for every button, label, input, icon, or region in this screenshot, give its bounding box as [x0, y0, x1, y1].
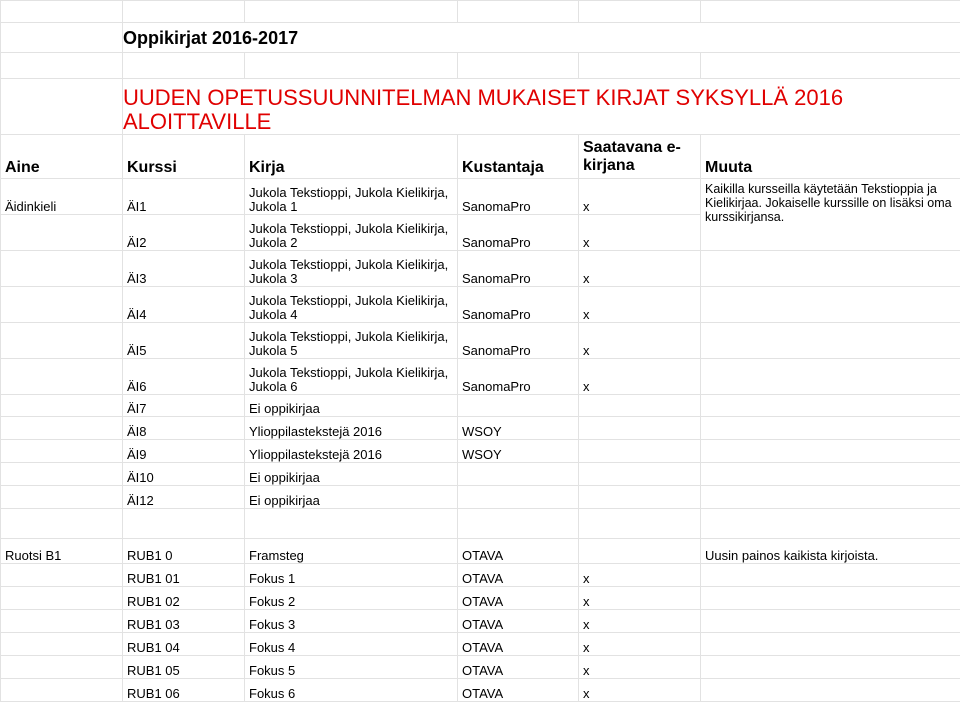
notes-cell — [701, 679, 960, 702]
header-saatavana: Saatavana e-kirjana — [579, 135, 701, 179]
publisher-cell: WSOY — [458, 440, 579, 463]
publisher-cell: SanomaPro — [458, 251, 579, 287]
table-row — [1, 564, 960, 587]
publisher-cell — [458, 463, 579, 486]
ebook-cell: x — [579, 679, 701, 702]
subject-cell — [1, 323, 123, 359]
book-cell: Fokus 1 — [245, 564, 458, 587]
subject-cell — [1, 359, 123, 395]
course-cell: RUB1 0 — [123, 539, 245, 564]
book-cell: Jukola Tekstioppi, Jukola Kielikirja, Jukola 6 — [245, 359, 458, 395]
publisher-cell: OTAVA — [458, 656, 579, 679]
table-row — [1, 395, 960, 417]
table-row — [1, 610, 960, 633]
ebook-cell — [579, 440, 701, 463]
notes-cell — [701, 610, 960, 633]
course-cell: RUB1 04 — [123, 633, 245, 656]
table-row — [1, 440, 960, 463]
course-cell: ÄI4 — [123, 287, 245, 323]
subject-cell — [1, 656, 123, 679]
subject-cell — [1, 440, 123, 463]
book-cell: Jukola Tekstioppi, Jukola Kielikirja, Jukola 5 — [245, 323, 458, 359]
subject-cell — [1, 486, 123, 509]
ebook-cell: x — [579, 656, 701, 679]
notes-cell — [701, 656, 960, 679]
notes-cell — [701, 564, 960, 587]
table-row — [1, 417, 960, 440]
ebook-cell: x — [579, 323, 701, 359]
notes-cell — [701, 417, 960, 440]
notes-cell — [701, 440, 960, 463]
subject-cell — [1, 463, 123, 486]
book-cell: Ylioppilastekstejä 2016 — [245, 440, 458, 463]
table-row — [1, 179, 960, 215]
book-cell: Fokus 5 — [245, 656, 458, 679]
notes-cell: Kaikilla kursseilla käytetään Tekstioppia ja Kielikirjaa. Jokaiselle kurssille on lisäksi oma kurssikirjansa. — [701, 179, 960, 251]
book-cell: Ei oppikirjaa — [245, 463, 458, 486]
course-cell: ÄI6 — [123, 359, 245, 395]
subject-cell — [1, 679, 123, 702]
subject-cell — [1, 564, 123, 587]
book-cell: Fokus 4 — [245, 633, 458, 656]
ebook-cell: x — [579, 359, 701, 395]
publisher-cell: OTAVA — [458, 633, 579, 656]
notes-cell — [701, 633, 960, 656]
notes-cell — [701, 251, 960, 287]
ebook-cell — [579, 395, 701, 417]
notes-cell — [701, 463, 960, 486]
notes-cell: Uusin painos kaikista kirjoista. — [701, 539, 960, 564]
publisher-cell — [458, 395, 579, 417]
table-row — [1, 486, 960, 509]
publisher-cell: OTAVA — [458, 587, 579, 610]
course-cell: ÄI12 — [123, 486, 245, 509]
notes-cell — [701, 359, 960, 395]
course-cell: ÄI8 — [123, 417, 245, 440]
ebook-cell: x — [579, 610, 701, 633]
header-aine: Aine — [1, 135, 123, 179]
publisher-cell: SanomaPro — [458, 215, 579, 251]
course-cell: ÄI9 — [123, 440, 245, 463]
book-cell: Fokus 6 — [245, 679, 458, 702]
notes-cell — [701, 486, 960, 509]
notes-cell — [701, 287, 960, 323]
publisher-cell: OTAVA — [458, 539, 579, 564]
ebook-cell: x — [579, 251, 701, 287]
book-cell: Ei oppikirjaa — [245, 395, 458, 417]
ebook-cell: x — [579, 179, 701, 215]
course-cell: ÄI10 — [123, 463, 245, 486]
course-cell: ÄI2 — [123, 215, 245, 251]
subject-cell — [1, 251, 123, 287]
publisher-cell: OTAVA — [458, 679, 579, 702]
subject-cell — [1, 633, 123, 656]
course-cell: ÄI1 — [123, 179, 245, 215]
course-cell: RUB1 05 — [123, 656, 245, 679]
ebook-cell — [579, 417, 701, 440]
header-muuta: Muuta — [701, 135, 960, 179]
ebook-cell: x — [579, 633, 701, 656]
book-cell: Jukola Tekstioppi, Jukola Kielikirja, Jukola 1 — [245, 179, 458, 215]
table-row — [1, 679, 960, 702]
table-row — [1, 656, 960, 679]
publisher-cell: OTAVA — [458, 564, 579, 587]
ebook-cell: x — [579, 587, 701, 610]
book-cell: Jukola Tekstioppi, Jukola Kielikirja, Jukola 3 — [245, 251, 458, 287]
table-row — [1, 463, 960, 486]
header-kirja: Kirja — [245, 135, 458, 179]
publisher-cell: SanomaPro — [458, 287, 579, 323]
publisher-cell — [458, 486, 579, 509]
table-row — [1, 359, 960, 395]
ebook-cell — [579, 486, 701, 509]
header-kurssi: Kurssi — [123, 135, 245, 179]
publisher-cell: SanomaPro — [458, 179, 579, 215]
book-cell: Fokus 2 — [245, 587, 458, 610]
subject-cell: Äidinkieli — [1, 179, 123, 215]
subject-cell — [1, 395, 123, 417]
subject-cell: Ruotsi B1 — [1, 539, 123, 564]
subject-cell — [1, 287, 123, 323]
subject-cell — [1, 587, 123, 610]
table-row — [1, 539, 960, 564]
table-row — [1, 633, 960, 656]
subject-cell — [1, 417, 123, 440]
ebook-cell — [579, 463, 701, 486]
course-cell: RUB1 02 — [123, 587, 245, 610]
table-row — [1, 287, 960, 323]
course-cell: ÄI5 — [123, 323, 245, 359]
course-cell: RUB1 03 — [123, 610, 245, 633]
book-cell: Ylioppilastekstejä 2016 — [245, 417, 458, 440]
course-cell: ÄI7 — [123, 395, 245, 417]
table-row — [1, 323, 960, 359]
ebook-cell: x — [579, 564, 701, 587]
book-cell: Ei oppikirjaa — [245, 486, 458, 509]
table-row — [1, 587, 960, 610]
notes-cell — [701, 587, 960, 610]
course-cell: ÄI3 — [123, 251, 245, 287]
ebook-cell: x — [579, 215, 701, 251]
notes-cell — [701, 395, 960, 417]
subject-cell — [1, 610, 123, 633]
ebook-cell — [579, 539, 701, 564]
table-row — [1, 251, 960, 287]
publisher-cell: WSOY — [458, 417, 579, 440]
book-cell: Jukola Tekstioppi, Jukola Kielikirja, Jukola 2 — [245, 215, 458, 251]
page-title: Oppikirjat 2016-2017 — [123, 23, 960, 53]
book-cell: Jukola Tekstioppi, Jukola Kielikirja, Jukola 4 — [245, 287, 458, 323]
course-cell: RUB1 01 — [123, 564, 245, 587]
notes-cell — [701, 323, 960, 359]
course-cell: RUB1 06 — [123, 679, 245, 702]
book-cell: Fokus 3 — [245, 610, 458, 633]
publisher-cell: SanomaPro — [458, 359, 579, 395]
publisher-cell: SanomaPro — [458, 323, 579, 359]
section-heading: UUDEN OPETUSSUUNNITELMAN MUKAISET KIRJAT SYKSYLLÄ 2016 ALOITTAVILLE — [123, 79, 960, 135]
header-kustantaja: Kustantaja — [458, 135, 579, 179]
subject-cell — [1, 215, 123, 251]
ebook-cell: x — [579, 287, 701, 323]
book-cell: Framsteg — [245, 539, 458, 564]
publisher-cell: OTAVA — [458, 610, 579, 633]
